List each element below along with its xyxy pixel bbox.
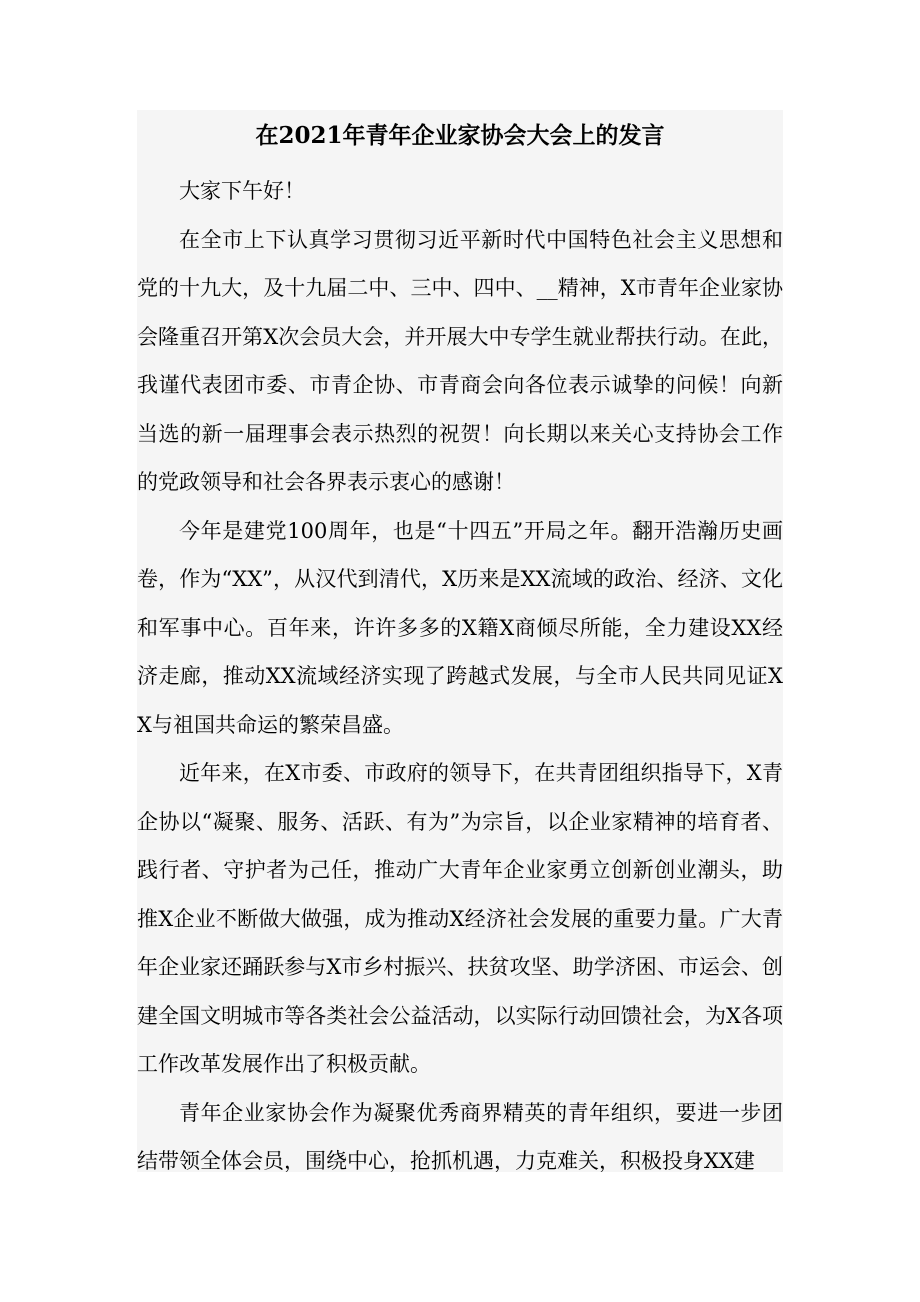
paragraph-outlook: 青年企业家协会作为凝聚优秀商界精英的青年组织，要进一步团结带领全体会员，围绕中心，抢抓机遇，力克难关，积极投身XX建 [137, 1100, 783, 1172]
paragraph-history: 今年是建党100周年，也是“十四五”开局之年。翻开浩瀚历史画卷，作为“XX”，从汉代到清代，X历来是XX流域的政治、经济、文化和军事中心。百年来，许许多多的X籍X商倾尽所能，全力建设XX经济走廊，推动XX流域经济实现了跨越式发展，与全市人民共同见证XX与祖国共命运的繁荣昌盛。 [137, 518, 783, 737]
paragraph-achievements: 近年来，在X市委、市政府的领导下，在共青团组织指导下，X青企协以“凝聚、服务、活跃、有为”为宗旨，以企业家精神的培育者、践行者、守护者为己任，推动广大青年企业家勇立创新创业潮头，助推X企业不断做大做强，成为推动X经济社会发展的重要力量。广大青年企业家还踊跃参与X市乡村振兴、扶贫攻坚、助学济困、市运会、创建全国文明城市等各类社会公益活动，以实际行动回馈社会，为X各项工作改革发展作出了积极贡献。 [137, 761, 783, 1076]
paragraph-greeting: 大家下午好！ [179, 179, 305, 203]
paragraph-opening: 在全市上下认真学习贯彻习近平新时代中国特色社会主义思想和党的十九大，及十九届二中、三中、四中、__精神，X市青年企业家协会隆重召开第X次会员大会，并开展大中专学生就业帮扶行动。在此，我谨代表团市委、市青企协、市青商会向各位表示诚挚的问候！向新当选的新一届理事会表示热烈的祝贺！向长期以来关心支持协会工作的党政领导和社会各界表示衷心的感谢！ [137, 227, 783, 494]
document-page [137, 110, 783, 1172]
document-title: 在2021年青年企业家协会大会上的发言 [255, 122, 665, 149]
document-body [137, 167, 783, 1172]
